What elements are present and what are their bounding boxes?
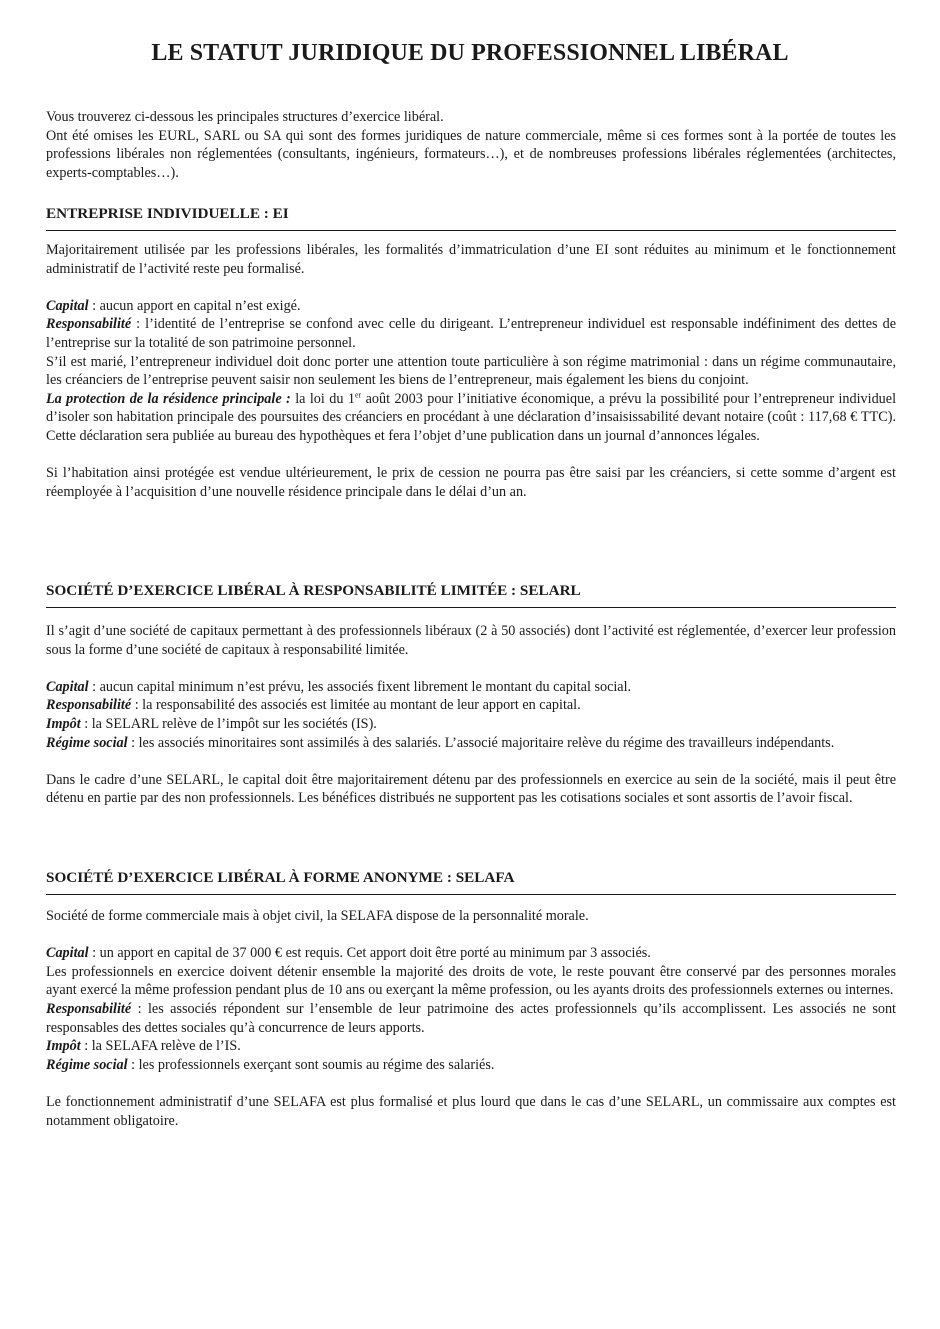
page-title: LE STATUT JURIDIQUE DU PROFESSIONNEL LIBÉRAL: [151, 40, 789, 66]
selarl-capital-text: : aucun capital minimum n’est prévu, les associés fixent librement le montant du capital social.: [88, 678, 632, 695]
ei-protection-text-a: la loi du 1: [290, 390, 355, 407]
selarl-regime-social: [46, 734, 896, 753]
ei-capital: [46, 297, 896, 316]
ei-intro: Majoritairement utilisée par les professions libérales, les formalités d’immatriculation d’une EI sont réduites au minimum et le fonctionnement administratif de l’activité reste peu formalisé.: [46, 242, 896, 277]
selafa-responsabilite: [46, 1000, 896, 1037]
selafa-intro: Société de forme commerciale mais à objet civil, la SELAFA dispose de la personnalité morale.: [46, 908, 589, 924]
section-heading-selarl: SOCIÉTÉ D’EXERCICE LIBÉRAL À RESPONSABILITÉ LIMITÉE : SELARL: [46, 581, 896, 608]
ei-capital-label: Capital: [46, 297, 89, 314]
selafa-regime-social: [46, 1056, 896, 1075]
ei-capital-text: : aucun apport en capital n’est exigé.: [88, 297, 301, 314]
section-heading-selafa: SOCIÉTÉ D’EXERCICE LIBÉRAL À FORME ANONYME : SELAFA: [46, 868, 896, 895]
selarl-impot-text: : la SELARL relève de l’impôt sur les sociétés (IS).: [80, 715, 377, 732]
selarl-capital-label: Capital: [46, 678, 89, 695]
selafa-resp-text: : les associés répondent sur l’ensemble de leur patrimoine des actes professionnels qu’ils accomplissent. Les associés ne sont responsables des dettes sociales qu’à concurrence de leurs apports.: [46, 1000, 896, 1036]
selafa-capital: [46, 944, 896, 963]
section-ei: [46, 241, 896, 501]
ei-married: S’il est marié, l’entrepreneur individuel doit donc porter une attention toute particulière à son régime matrimonial : dans un régime communautaire, les créanciers de l’entreprise peuvent saisir non seulement les biens de l’entrepreneur, mais également les biens du conjoint.: [46, 353, 896, 389]
selafa-social-text: : les professionnels exerçant sont soumis au régime des salariés.: [127, 1056, 495, 1073]
selafa-capital-text: : un apport en capital de 37 000 € est requis. Cet apport doit être porté au minimum par 3 associés.: [88, 945, 651, 962]
selarl-resp-label: Responsabilité: [46, 697, 132, 714]
ei-resp-text: : l’identité de l’entreprise se confond avec celle du dirigeant. L’entrepreneur individuel est responsable indéfiniment des dettes de l’entreprise sur la totalité de son patrimoine personnel.: [46, 316, 896, 351]
selafa-social-label: Régime social: [46, 1056, 128, 1073]
ei-protection: [46, 390, 896, 446]
ei-responsabilite: [46, 315, 896, 352]
selafa-impot-label: Impôt: [46, 1038, 81, 1055]
ei-resp-label: Responsabilité: [46, 316, 132, 333]
selarl-social-label: Régime social: [46, 734, 128, 751]
selarl-resp-text: : la responsabilité des associés est limitée au montant de leur apport en capital.: [131, 697, 581, 714]
selarl-intro: Il s’agit d’une société de capitaux permettant à des professionnels libéraux (2 à 50 associés) dont l’activité est réglementée, d’exercer leur profession sous la forme d’une société de capitaux à responsabilité limitée.: [46, 623, 896, 658]
intro-line-2: Ont été omises les EURL, SARL ou SA qui sont des formes juridiques de nature commerciale, même si ces formes sont à la portée de toutes les professions libérales non réglementées (consultants, ingénieurs, formateurs…), et de nombreuses professions libérales réglementées (architectes, experts-comptables…).: [46, 127, 896, 181]
selarl-impot: [46, 715, 896, 734]
ei-resale: Si l’habitation ainsi protégée est vendue ultérieurement, le prix de cession ne pourra pas être saisi par les créanciers, si cette somme d’argent est réemployée à l’acquisition d’une nouvelle résidence principale dans le délai d’un an.: [46, 465, 896, 500]
selarl-outro: Dans le cadre d’une SELARL, le capital doit être majoritairement détenu par des professionnels en exercice au sein de la société, mais il peut être détenu en partie par des non professionnels. Les bénéfices distribués ne supportent pas les cotisations sociales et sont assortis de l’avoir fiscal.: [46, 771, 896, 807]
selafa-capital-label: Capital: [46, 945, 89, 962]
selafa-impot-text: : la SELAFA relève de l’IS.: [80, 1038, 241, 1055]
ei-protection-label: La protection de la résidence principale :: [46, 390, 291, 407]
selafa-votes: Les professionnels en exercice doivent détenir ensemble la majorité des droits de vote, le reste pouvant être conservé par des personnes morales ayant exercé la même profession pendant plus de 10 ans ou exerçant la même profession, ou les ayants droits des professionnels externes ou internes.: [46, 963, 896, 999]
intro-block: [46, 108, 896, 182]
selarl-responsabilite: [46, 696, 896, 715]
section-heading-ei: ENTREPRISE INDIVIDUELLE : EI: [46, 204, 896, 231]
selarl-impot-label: Impôt: [46, 715, 81, 732]
ei-protection-text-b: août 2003 pour l’initiative économique, a prévu la possibilité pour l’entrepreneur individuel d’isoler son habitation principale des poursuites des créanciers en procédant à une déclaration d’insaisissabilité devant notaire (coût : 117,68 € TTC). Cette déclaration sera publiée au bureau des hypothèques et fera l’objet d’une publication dans un journal d’annonces légales.: [46, 390, 897, 444]
section-selarl: [46, 622, 896, 808]
selarl-capital: [46, 678, 896, 697]
selarl-social-text: : les associés minoritaires sont assimilés à des salariés. L’associé majoritaire relève du régime des travailleurs indépendants.: [127, 734, 835, 751]
ei-protection-sup: er: [354, 390, 362, 400]
intro-line-1: Vous trouverez ci-dessous les principales structures d’exercice libéral.: [46, 109, 444, 125]
selafa-impot: [46, 1037, 896, 1056]
selafa-resp-label: Responsabilité: [46, 1000, 132, 1017]
selafa-outro: Le fonctionnement administratif d’une SELAFA est plus formalisé et plus lourd que dans le cas d’une SELARL, un commissaire aux comptes est notamment obligatoire.: [46, 1093, 896, 1129]
section-selafa: [46, 907, 896, 1130]
